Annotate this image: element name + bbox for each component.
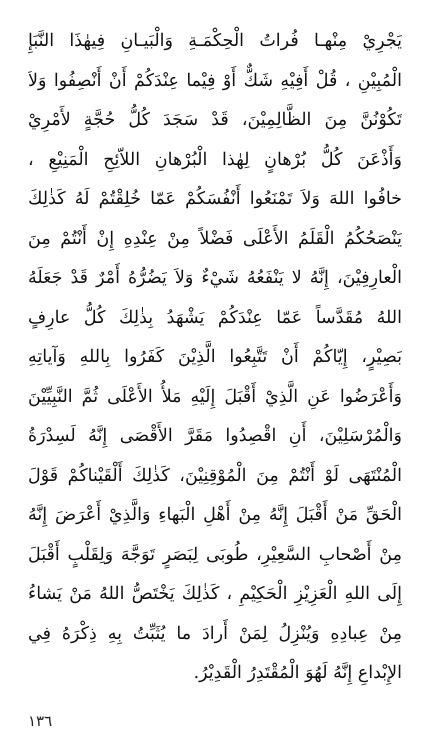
text-line-13: الْحَقِّ مَنْ أَقْبَلَ إِنَّهُ مِنْ أَهْلِ الْبَهاءِ وَالَّذِيْ أَعْرَضَ إِنَّهُ (28, 505, 402, 525)
text-line-6: يَنْصَحُكُمُ الْقَلَمُ الأَعْلَى فَضْلاً مِنْ عِنْدِهِ إِنْ أَنْتُمْ مِنَ (28, 228, 402, 249)
text-line-7: الْعارِفِيْنَ، إِنَّهُ لا يَنْفَعُهُ شَيْءٌ وَلاَ يَضُرُّهُ أَمْرٌ قَدْ جَعَلَهُ (28, 268, 402, 288)
text-line-1: يَجْرِيْ مِنْهـا فُراتُ الْحِكْمَـةِ وَالْبَيـانِ فِيهٰذَا النَّبَإِ (28, 31, 402, 51)
text-line-12: الْمُنْتَهَى لَوْ أَنْتُمْ مِنَ الْمُوْقِنِيْنَ، كَذٰلِكَ أَلْقَيْناكُمْ قَوْلَ (28, 465, 402, 486)
text-line-5: خافُوا اللهَ وَلاَ تَمْنَعُوا أَنْفُسَكُمْ عَمّا خُلِقْتُمْ لَهُ كَذٰلِكَ (28, 189, 402, 209)
text-line-10: وَأَعْرَضُوا عَنِ الَّذِيْ أَقْبَلَ إِلَيْهِ مَلأُ الأَعْلَى ثُمَّ النَّبِيِّيْنَ (28, 386, 402, 407)
text-line-3: تَكُوْنُنَّ مِنَ الظَّالِمِيْنَ، قَدْ سَجَدَ كُلُّ حُجَّةٍ لأَمْرِيْ (28, 110, 402, 130)
text-line-2: الْمُبِيْنِ ، قُلْ أَفِيْهِ شَكٌّ أَوْ فِيْما عِنْدَكُمْ أَنْ أَنْصِفُوا وَلاَ (28, 70, 402, 91)
text-line-15: إِلَى اللهِ الْعَزِيْزِ الْحَكِيْمِ ، كَذٰلِكَ يَخْتَصُّ اللهُ مَنْ يَشاءُ (28, 584, 402, 604)
text-line-4: وَأَذْعَنَ كُلُّ بُرْهانٍ لِهٰذا الْبُرْهانِ اللاّئِحِ الْمَنِيْعِ ، (28, 149, 402, 170)
text-line-9: بَصِيْرٍ، إِيّاكُمْ أَنْ تَتَّبِعُوا الَّذِيْنَ كَفَرُوا بِاللهِ وَآياتِهِ (28, 347, 402, 367)
text-line-8: اللهُ مُقَدَّساً عَمّا عِنْدَكُمْ يَشْهَدُ بِذٰلِكَ كُلُّ عارِفٍ (28, 307, 402, 328)
arabic-text-block (28, 22, 402, 694)
text-line-14: مِنْ أَصْحابِ السَّعِيْرِ، طُوبَى لِبَصَرٍ تَوَجَّهَ وَلِقَلْبٍ أَقْبَلَ (28, 544, 402, 565)
text-line-17: الإِبْداعِ إِنَّهُ لَهُوَ الْمُقْتَدِرُ الْقَدِيْرُ. (193, 663, 402, 683)
text-line-16: مِنْ عِبادِهِ وَيُنْزِلُ لِمَنْ أَرادَ ما يُثَبِّتُ بِهِ ذِكْرَهُ فِي (28, 623, 402, 644)
text-line-11: وَالْمُرْسَلِيْنَ، أَنِ اقْصِدُوا مَقَرَّ الأَقْصَى إِنَّهُ لَسِدْرَةُ (28, 426, 402, 446)
page-number: ١٣٦ (28, 712, 53, 730)
